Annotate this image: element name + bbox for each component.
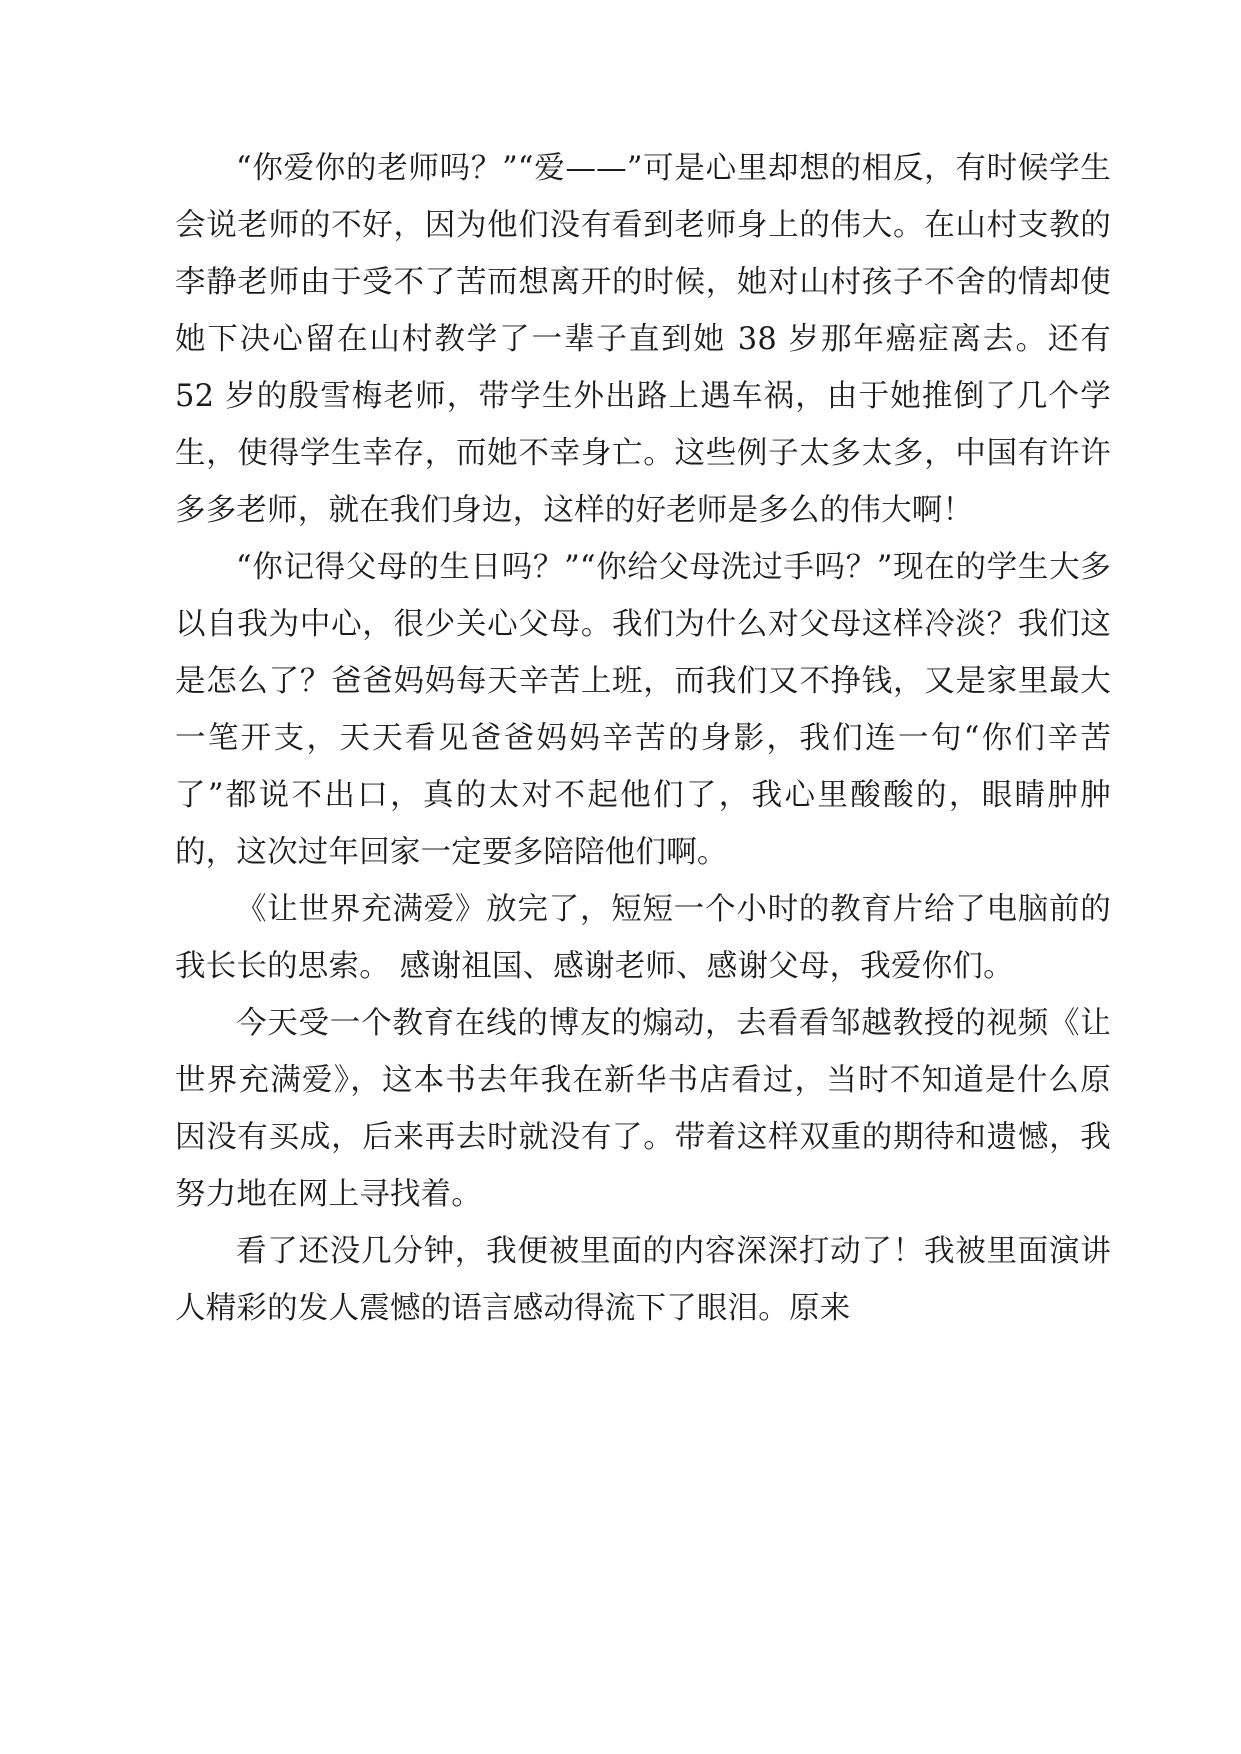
paragraph: “你记得父母的生日吗？”“你给父母洗过手吗？”现在的学生大多以自我为中心，很少关心父母。我们为什么对父母这样冷淡？我们这是怎么了？爸爸妈妈每天辛苦上班，而我们又不挣钱，又是家里最大一笔开支，天天看见爸爸妈妈辛苦的身影，我们连一句“你们辛苦了”都说不出口，真的太对不起他们了，我心里酸酸的，眼睛肿肿的，这次过年回家一定要多陪陪他们啊。 [175, 550, 1111, 870]
paragraph: 《让世界充满爱》放完了，短短一个小时的教育片给了电脑前的我长长的思索。 感谢祖国、感谢老师、感谢父母，我爱你们。 [175, 892, 1111, 984]
paragraph: 今天受一个教育在线的博友的煽动，去看看邹越教授的视频《让世界充满爱》，这本书去年我在新华书店看过，当时不知道是什么原因没有买成，后来再去时就没有了。带着这样双重的期待和遗憾，我努力地在网上寻找着。 [175, 1006, 1111, 1212]
paragraph: “你爱你的老师吗？”“爱——”可是心里却想的相反，有时候学生会说老师的不好，因为他们没有看到老师身上的伟大。在山村支教的李静老师由于受不了苦而想离开的时候，她对山村孩子不舍的情却使她下决心留在山村教学了一辈子直到她 38 岁那年癌症离去。还有 52 岁的殷雪梅老师，带学生外出路上遇车祸，由于她推倒了几个学生，使得学生幸存，而她不幸身亡。这些例子太多太多，中国有许许多多老师，就在我们身边，这样的好老师是多么的伟大啊！ [175, 151, 1111, 528]
paragraph: 看了还没几分钟，我便被里面的内容深深打动了！我被里面演讲人精彩的发人震憾的语言感动得流下了眼泪。原来 [175, 1234, 1111, 1326]
document-body [175, 140, 1111, 1337]
